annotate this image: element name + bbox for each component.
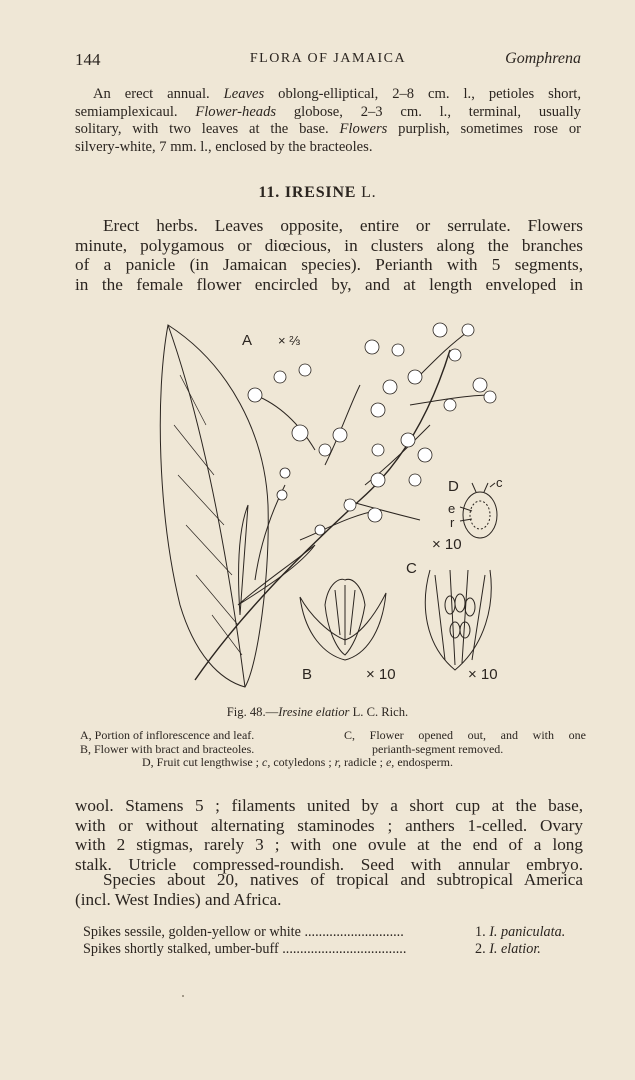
text-line: stalk. Utricle compressed-roundish. Seed with annular embryo. xyxy=(75,854,583,874)
flower-clusters xyxy=(248,323,496,535)
running-genus: Gomphrena xyxy=(505,50,581,67)
figure-b-flower xyxy=(300,579,386,660)
text-line: with or without alternating staminodes ; anthers 1-celled. Ovary xyxy=(75,815,583,835)
legend-row: D, Fruit cut lengthwise ; c, cotyledons ; r, radicle ; e, endosperm. xyxy=(142,755,453,770)
legend-row: B, Flower with bract and bracteoles. perianth-segment removed. xyxy=(80,741,504,756)
figure-scale-a: × ⅔ xyxy=(278,333,301,348)
running-header xyxy=(75,50,581,72)
text-line: semiamplexicaul. Flower-heads globose, 2–3 cm. l., terminal, usually xyxy=(75,103,581,120)
figure-label-radicle: r xyxy=(450,515,455,530)
text-line: solitary, with two leaves at the base. Flowers purplish, sometimes rose or xyxy=(75,121,581,137)
text-line: silvery-white, 7 mm. l., enclosed by the bracteoles. xyxy=(75,138,373,155)
text-line: (incl. West Indies) and Africa. xyxy=(75,889,282,909)
running-title: FLORA OF JAMAICA xyxy=(249,51,407,66)
figure-legend xyxy=(80,729,586,770)
species-paragraph xyxy=(75,870,583,909)
figure-label-endosperm: e xyxy=(448,501,456,516)
continuation-paragraph xyxy=(75,796,583,874)
text-line: wool. Stamens 5 ; filaments united by a short cup at the base, xyxy=(75,796,583,815)
botanical-illustration xyxy=(150,315,510,695)
page-number: 144 xyxy=(75,50,101,69)
branch xyxy=(345,500,420,520)
key-row: Spikes sessile, golden-yellow or white ............................ 1. I. paniculata. xyxy=(83,924,566,940)
figure-label-cotyledon: c xyxy=(496,475,503,490)
branch xyxy=(420,330,470,375)
text-line: in the female flower encircled by, and at length enveloped in xyxy=(75,274,583,294)
paper-speck xyxy=(182,995,184,997)
text-line: with 2 stigmas, rarely 3 ; with one ovule at the end of a long xyxy=(75,835,583,855)
section-heading: 11. IRESINE L. xyxy=(258,184,377,201)
text-line: Erect herbs. Leaves opposite, entire or serrulate. Flowers xyxy=(103,216,583,235)
figure-label-b: B xyxy=(302,666,313,683)
text-line: minute, polygamous or diœcious, in clusters along the branches xyxy=(75,235,583,255)
figure-label-c: C xyxy=(406,560,417,577)
figure-label-d: D xyxy=(448,478,459,495)
branch xyxy=(255,395,315,450)
narrow-leaf xyxy=(238,505,248,615)
narrow-leaf-2 xyxy=(238,545,315,605)
figure-caption: Fig. 48.—Iresine elatior L. C. Rich. xyxy=(226,705,409,719)
leaf-veins xyxy=(174,375,242,655)
figure-d-fruit xyxy=(460,483,497,538)
genus-description xyxy=(75,216,583,294)
figure-scale-d: × 10 xyxy=(432,536,462,553)
text-line: Species about 20, natives of tropical and subtropical America xyxy=(103,870,583,889)
figure-scale-c: × 10 xyxy=(468,666,498,683)
figure-scale-b: × 10 xyxy=(366,666,396,683)
legend-row: A, Portion of inflorescence and leaf. C, Flower opened out, and with one xyxy=(80,728,586,742)
text-line: An erect annual. Leaves oblong-elliptical, 2–8 cm. l., petioles short, xyxy=(93,86,582,102)
intro-paragraph xyxy=(75,86,581,156)
main-stem xyxy=(195,350,450,680)
text-line: of a panicle (in Jamaican species). Perianth with 5 segments, xyxy=(75,255,583,275)
figure-c-flower xyxy=(425,570,491,670)
leaf-outline xyxy=(160,325,268,687)
species-key xyxy=(83,924,586,958)
figure-label-a: A xyxy=(242,332,253,349)
key-row: Spikes shortly stalked, umber-buff ................................... 2. I. elatior. xyxy=(83,941,541,957)
